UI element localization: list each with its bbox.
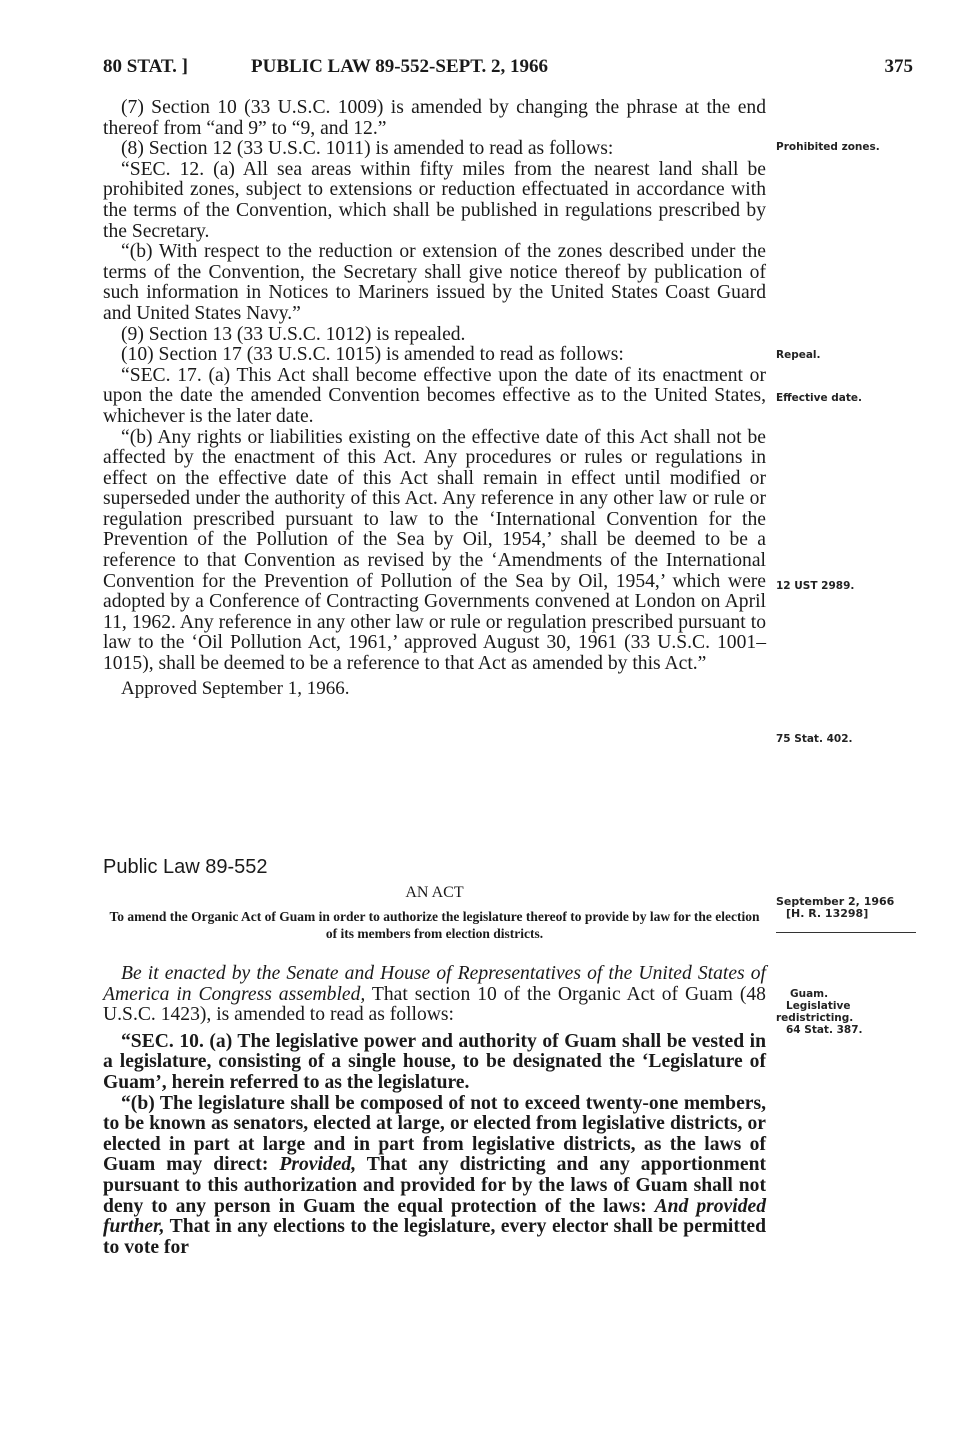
section-10b-part-3: That in any elections to the legislature, every elector shall be permitted to vote for: [103, 1216, 766, 1258]
header-title: PUBLIC LAW 89-552-SEPT. 2, 1966: [251, 56, 548, 77]
paragraph-8b: “(b) With respect to the reduction or extension of the zones described under the terms of the Convention, the Secretary shall give notice thereof by publication of such information in Notices to Mariners issued by the United States Coast Guard and United States Navy.”: [103, 241, 766, 324]
margin-note-effective-date: Effective date.: [776, 392, 862, 404]
margin-note-prohibited-zones: [776, 141, 916, 153]
act-purpose: To amend the Organic Act of Guam in order to authorize the legislature thereof to provide by law for the election of its members from election districts.: [109, 909, 760, 941]
margin-legislative: Legislative: [786, 1000, 851, 1012]
approval-line: Approved September 1, 1966.: [121, 677, 350, 699]
margin-note-repeal: Repeal.: [776, 349, 821, 361]
paragraph-8a: “SEC. 12. (a) All sea areas within fifty miles from the nearest land shall be prohibited zones, subject to extensions or reduction effectuated in accordance with the terms of the Convention, which shall be published in regulations prescribed by the Secretary.: [103, 158, 766, 242]
margin-divider: [776, 932, 916, 933]
enacting-remainder: That section 10 of the Organic Act of Guam (48 U.S.C. 1423), is amended to read as follows:: [103, 983, 766, 1026]
paragraph-8: (8) Section 12 (33 U.S.C. 1011) is amended to read as follows:: [121, 138, 614, 160]
running-header: [103, 56, 913, 82]
header-stat-reference: 80 STAT. ]: [103, 56, 188, 77]
section-10b-part-2: That any districting and any apportionment pursuant to this authorization and provided for by the laws of Guam shall not deny to any person in Guam the equal protection of the laws:: [103, 1154, 766, 1217]
paragraph-7: (7) Section 10 (33 U.S.C. 1009) is amended by changing the phrase at the end thereof from “and 9” to “9, and 12.”: [103, 97, 766, 139]
margin-guam: Guam.: [790, 988, 829, 1000]
page-number: 375: [884, 56, 913, 77]
paragraph-10b: “(b) Any rights or liabilities existing on the effective date of this Act shall not be affected by the enactment of this Act. Any procedures or rules or regulations in effect on the effective date of this Act shall remain in effect until modified or superseded under the authority of this Act. Any reference in any other law or rule or regulation prescribed pursuant to law to the ‘International Convention for the Prevention of the Pollution of the Sea by Oil, 1954,’ shall be deemed to be a reference to that Convention as revised by the ‘Amendments of the International Convention for the Prevention of Pollution of the Sea by Oil, 1954,’ which were adopted by a Conference of Contracting Governments convened at London on April 11, 1962. Any reference in any other law or rule or regulation prescribed pursuant to law to the ‘Oil Pollution Act, 1961,’ approved August 30, 1961 (33 U.S.C. 1001–1015), shall be deemed to be a reference to that Act as amended by this Act.”: [103, 426, 766, 675]
proviso-2: And provided further,: [103, 1195, 766, 1238]
margin-note-guam: [776, 988, 916, 1036]
section-10a: “SEC. 10. (a) The legislative power and authority of Guam shall be vested in a legislature, consisting of a single house, to be designated the ‘Legislature of Guam’, herein referred to as the legislature.: [103, 1030, 766, 1093]
section-10b-part-1: “(b) The legislature shall be composed of not to exceed twenty-one members, to be known as senators, elected at large, or elected from legislative districts, or elected in part at large and in part from legislative districts, as the laws of Guam may direct:: [103, 1092, 766, 1176]
paragraph-10: (10) Section 17 (33 U.S.C. 1015) is amended to read as follows:: [121, 344, 624, 366]
margin-note-text: Prohibited zones.: [776, 141, 880, 153]
enactment-date: September 2, 1966: [776, 895, 895, 908]
margin-note-ust: 12 UST 2989.: [776, 580, 855, 592]
public-law-title: Public Law 89-552: [103, 856, 268, 878]
paragraph-9: (9) Section 13 (33 U.S.C. 1012) is repealed.: [121, 323, 466, 345]
paragraph-10a: “SEC. 17. (a) This Act shall become effective upon the date of its enactment or upon the date the amended Convention becomes effective as to the United States, whichever is the later date.: [103, 364, 766, 427]
proviso-1: Provided,: [279, 1154, 357, 1176]
bill-number: [H. R. 13298]: [786, 907, 869, 920]
margin-stat-387: 64 Stat. 387.: [786, 1024, 863, 1036]
enacting-formula: Be it enacted by the Senate and House of Representatives of the United States of America in Congress assembled,: [103, 963, 766, 1005]
guam-act-text: [103, 964, 766, 1258]
margin-note-stat-402: 75 Stat. 402.: [776, 733, 853, 745]
enacting-clause: [103, 964, 766, 1026]
amendments-text: [103, 98, 766, 699]
margin-redistricting: redistricting.: [776, 1012, 854, 1024]
section-10b: [103, 1094, 766, 1259]
an-act-heading: AN ACT: [405, 884, 464, 901]
margin-date-block: [776, 896, 916, 920]
